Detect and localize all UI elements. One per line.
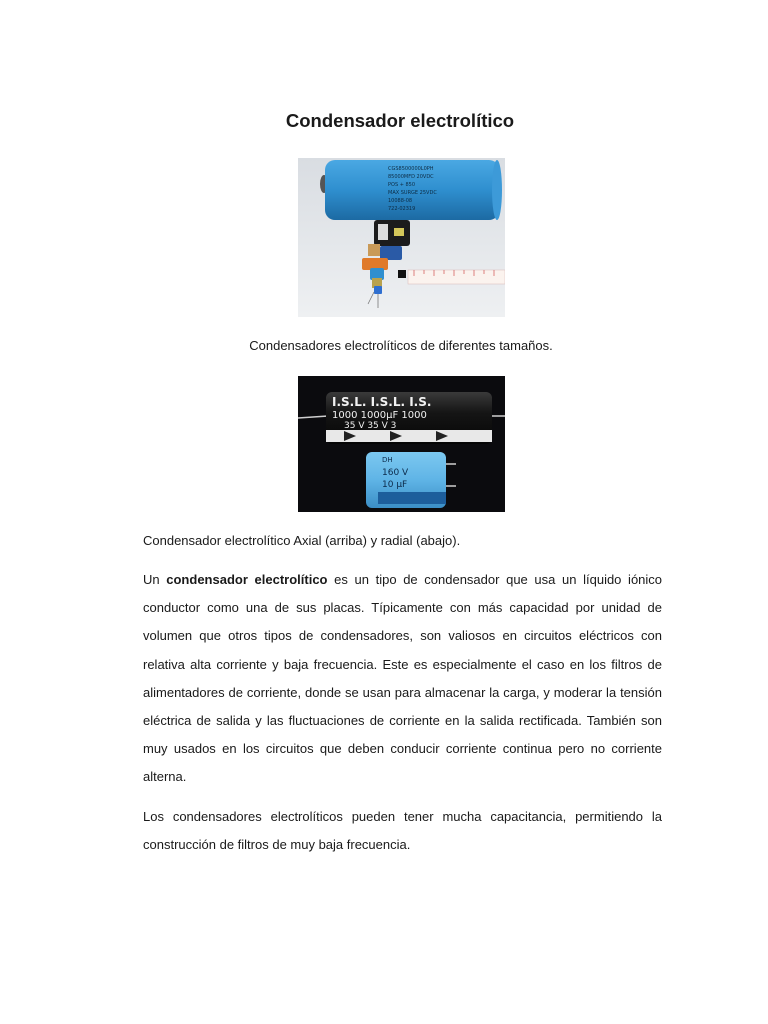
paragraph-lead: Un (143, 572, 167, 587)
page-title: Condensador electrolítico (285, 110, 515, 131)
figure2-caption: Condensador electrolítico Axial (arriba) y radial (abajo). (143, 533, 461, 548)
paragraph-definition (143, 566, 662, 792)
svg-text:MAX SURGE 25VDC: MAX SURGE 25VDC (388, 190, 437, 196)
svg-text:160 V: 160 V (382, 468, 409, 478)
svg-text:85000MFD 20VDC: 85000MFD 20VDC (388, 174, 434, 180)
svg-text:CGS8500000L0PH: CGS8500000L0PH (388, 166, 434, 172)
svg-text:I.S.L. I.S.L. I.S.: I.S.L. I.S.L. I.S. (332, 395, 432, 409)
svg-text:POS + 850: POS + 850 (388, 182, 416, 188)
svg-text:35 V 35 V 3: 35 V 35 V 3 (344, 421, 397, 431)
axial-radial-capacitors-photo (298, 376, 505, 512)
capacitor-sizes-photo (298, 158, 505, 317)
svg-text:1000 1000µF 1000: 1000 1000µF 1000 (332, 410, 427, 421)
figure1-caption: Condensadores electrolíticos de diferentes tamaños. (249, 338, 553, 353)
svg-text:722-02319: 722-02319 (388, 206, 416, 212)
paragraph-capacitance: Los condensadores electrolíticos pueden tener mucha capacitancia, permitiendo la construcción de filtros de muy baja frecuencia. (143, 809, 662, 853)
bold-term: condensador electrolítico (166, 572, 328, 587)
svg-text:10 µF: 10 µF (382, 480, 408, 490)
svg-text:DH: DH (382, 456, 393, 464)
paragraph-rest: es un tipo de condensador que usa un líquido iónico conductor como una de sus placas. Típicamente con más capacidad por unidad de volumen que otros tipos de condensadores, son valiosos en circuitos eléctricos con relativa alta corriente y baja frecuencia. Este es especialmente el caso en los filtros de alimentadores de corriente, donde se usan para almacenar la carga, y moderar la tensión eléctrica de salida y las fluctuaciones de corriente en la salida rectificada. También son muy usados en los circuitos que deben conducir corriente continua pero no corriente alterna. (143, 572, 663, 785)
svg-text:10088-08: 10088-08 (388, 198, 413, 204)
